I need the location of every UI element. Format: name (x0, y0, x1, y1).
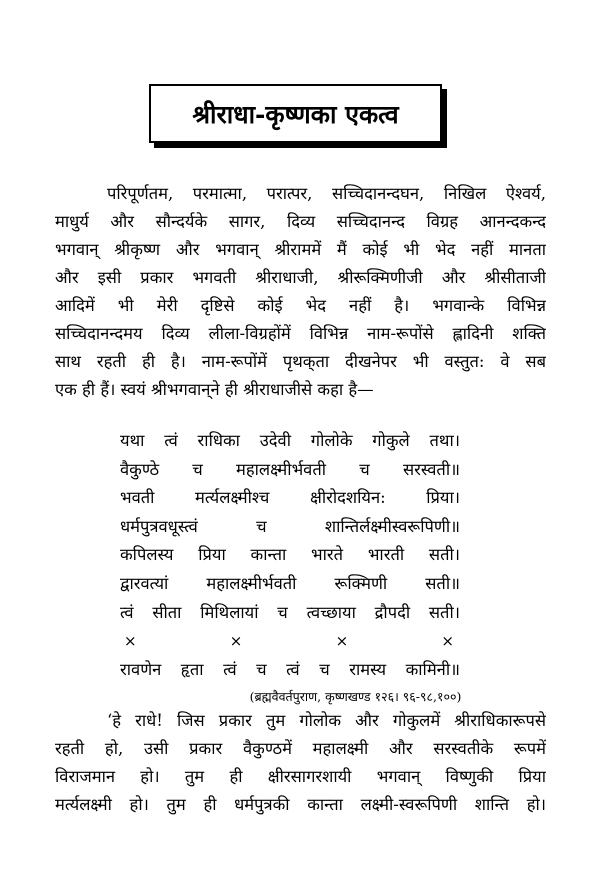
paragraph-line: मर्त्यलक्ष्मी हो। तुम ही धर्मपुत्रकी कान्ता लक्ष्मी-स्वरूपिणी शान्ति हो। (55, 795, 546, 814)
verse-line: कपिलस्य प्रिया कान्ता भारते भारती सती। (120, 545, 460, 565)
paragraph-line: और इसी प्रकार भगवती श्रीराधाजी, श्रीरूक्मिणीजी और श्रीसीताजी (55, 268, 546, 287)
cross-mark: × (124, 632, 137, 651)
title-box (149, 84, 442, 143)
final-verse-line: रावणेन हृता त्वं च त्वं च रामस्य कामिनी॥ (120, 659, 460, 679)
omission-marks (120, 627, 460, 656)
translation-paragraph (55, 707, 546, 819)
paragraph-line: ‘हे राधे! जिस प्रकार तुम गोलोक और गोकुलमें श्रीराधिकारूपसे (107, 711, 546, 730)
verse-line: भवती मर्त्यलक्ष्मीश्च क्षीरोदशयिन: प्रिया। (120, 488, 460, 508)
paragraph-line: माधुर्य और सौन्दर्यके सागर, दिव्य सच्चिदानन्द विग्रह आनन्दकन्द (55, 212, 546, 231)
paragraph-line: रहती हो, उसी प्रकार वैकुण्ठमें महालक्ष्मी और सरस्वतीके रूपमें (55, 739, 546, 758)
paragraph-line: परिपूर्णतम, परमात्मा, परात्पर, सच्चिदानन्दघन, निखिल ऐश्वर्य, (107, 184, 546, 203)
verse-citation: (ब्रह्मवैवर्तपुराण, कृष्णखण्ड १२६। ९६-९८,१००) (249, 689, 462, 704)
paragraph-line: भगवान् श्रीकृष्ण और भगवान् श्रीराममें मैं कोई भी भेद नहीं मानता (55, 240, 546, 259)
sanskrit-verses (120, 427, 460, 684)
paragraph-line: सच्चिदानन्दमय दिव्य लीला-विग्रहोंमें विभिन्न नाम-रूपोंसे ह्लादिनी शक्ति (55, 324, 546, 343)
verse-line: वैकुण्ठे च महालक्ष्मीर्भवती च सरस्वती॥ (120, 459, 460, 479)
verse-line: यथा त्वं राधिका उदेवी गोलोके गोकुले तथा। (120, 431, 460, 450)
chapter-title: श्रीराधा-कृष्णका एकत्व (192, 99, 399, 129)
verse-line: द्वारवत्यां महालक्ष्मीर्भवती रूक्मिणी सती॥ (120, 573, 460, 593)
cross-mark: × (229, 632, 243, 651)
intro-paragraph (55, 180, 546, 404)
paragraph-line: आदिमें भी मेरी दृष्टिसे कोई भेद नहीं है। भगवान्के विभिन्न (55, 296, 546, 315)
verse-line: त्वं सीता मिथिलायां च त्वच्छाया द्रौपदी सती। (120, 602, 460, 622)
paragraph-line: विराजमान हो। तुम ही क्षीरसागरशायी भगवान् विष्णुकी प्रिया (55, 767, 546, 786)
cross-mark: × (441, 632, 454, 651)
paragraph-line: साथ रहती ही है। नाम-रूपोंमें पृथक्‌ता दीखनेपर भी वस्तुत: वे सब (55, 352, 546, 371)
paragraph-line: एक ही हैं। स्वयं श्रीभगवान्‌ने ही श्रीराधाजीसे कहा है— (55, 380, 374, 399)
verse-line: धर्मपुत्रवधूस्त्वं च शान्तिर्लक्ष्मीस्वरूपिणी॥ (120, 516, 460, 536)
cross-mark: × (335, 632, 349, 651)
chapter-title-frame (149, 84, 447, 148)
